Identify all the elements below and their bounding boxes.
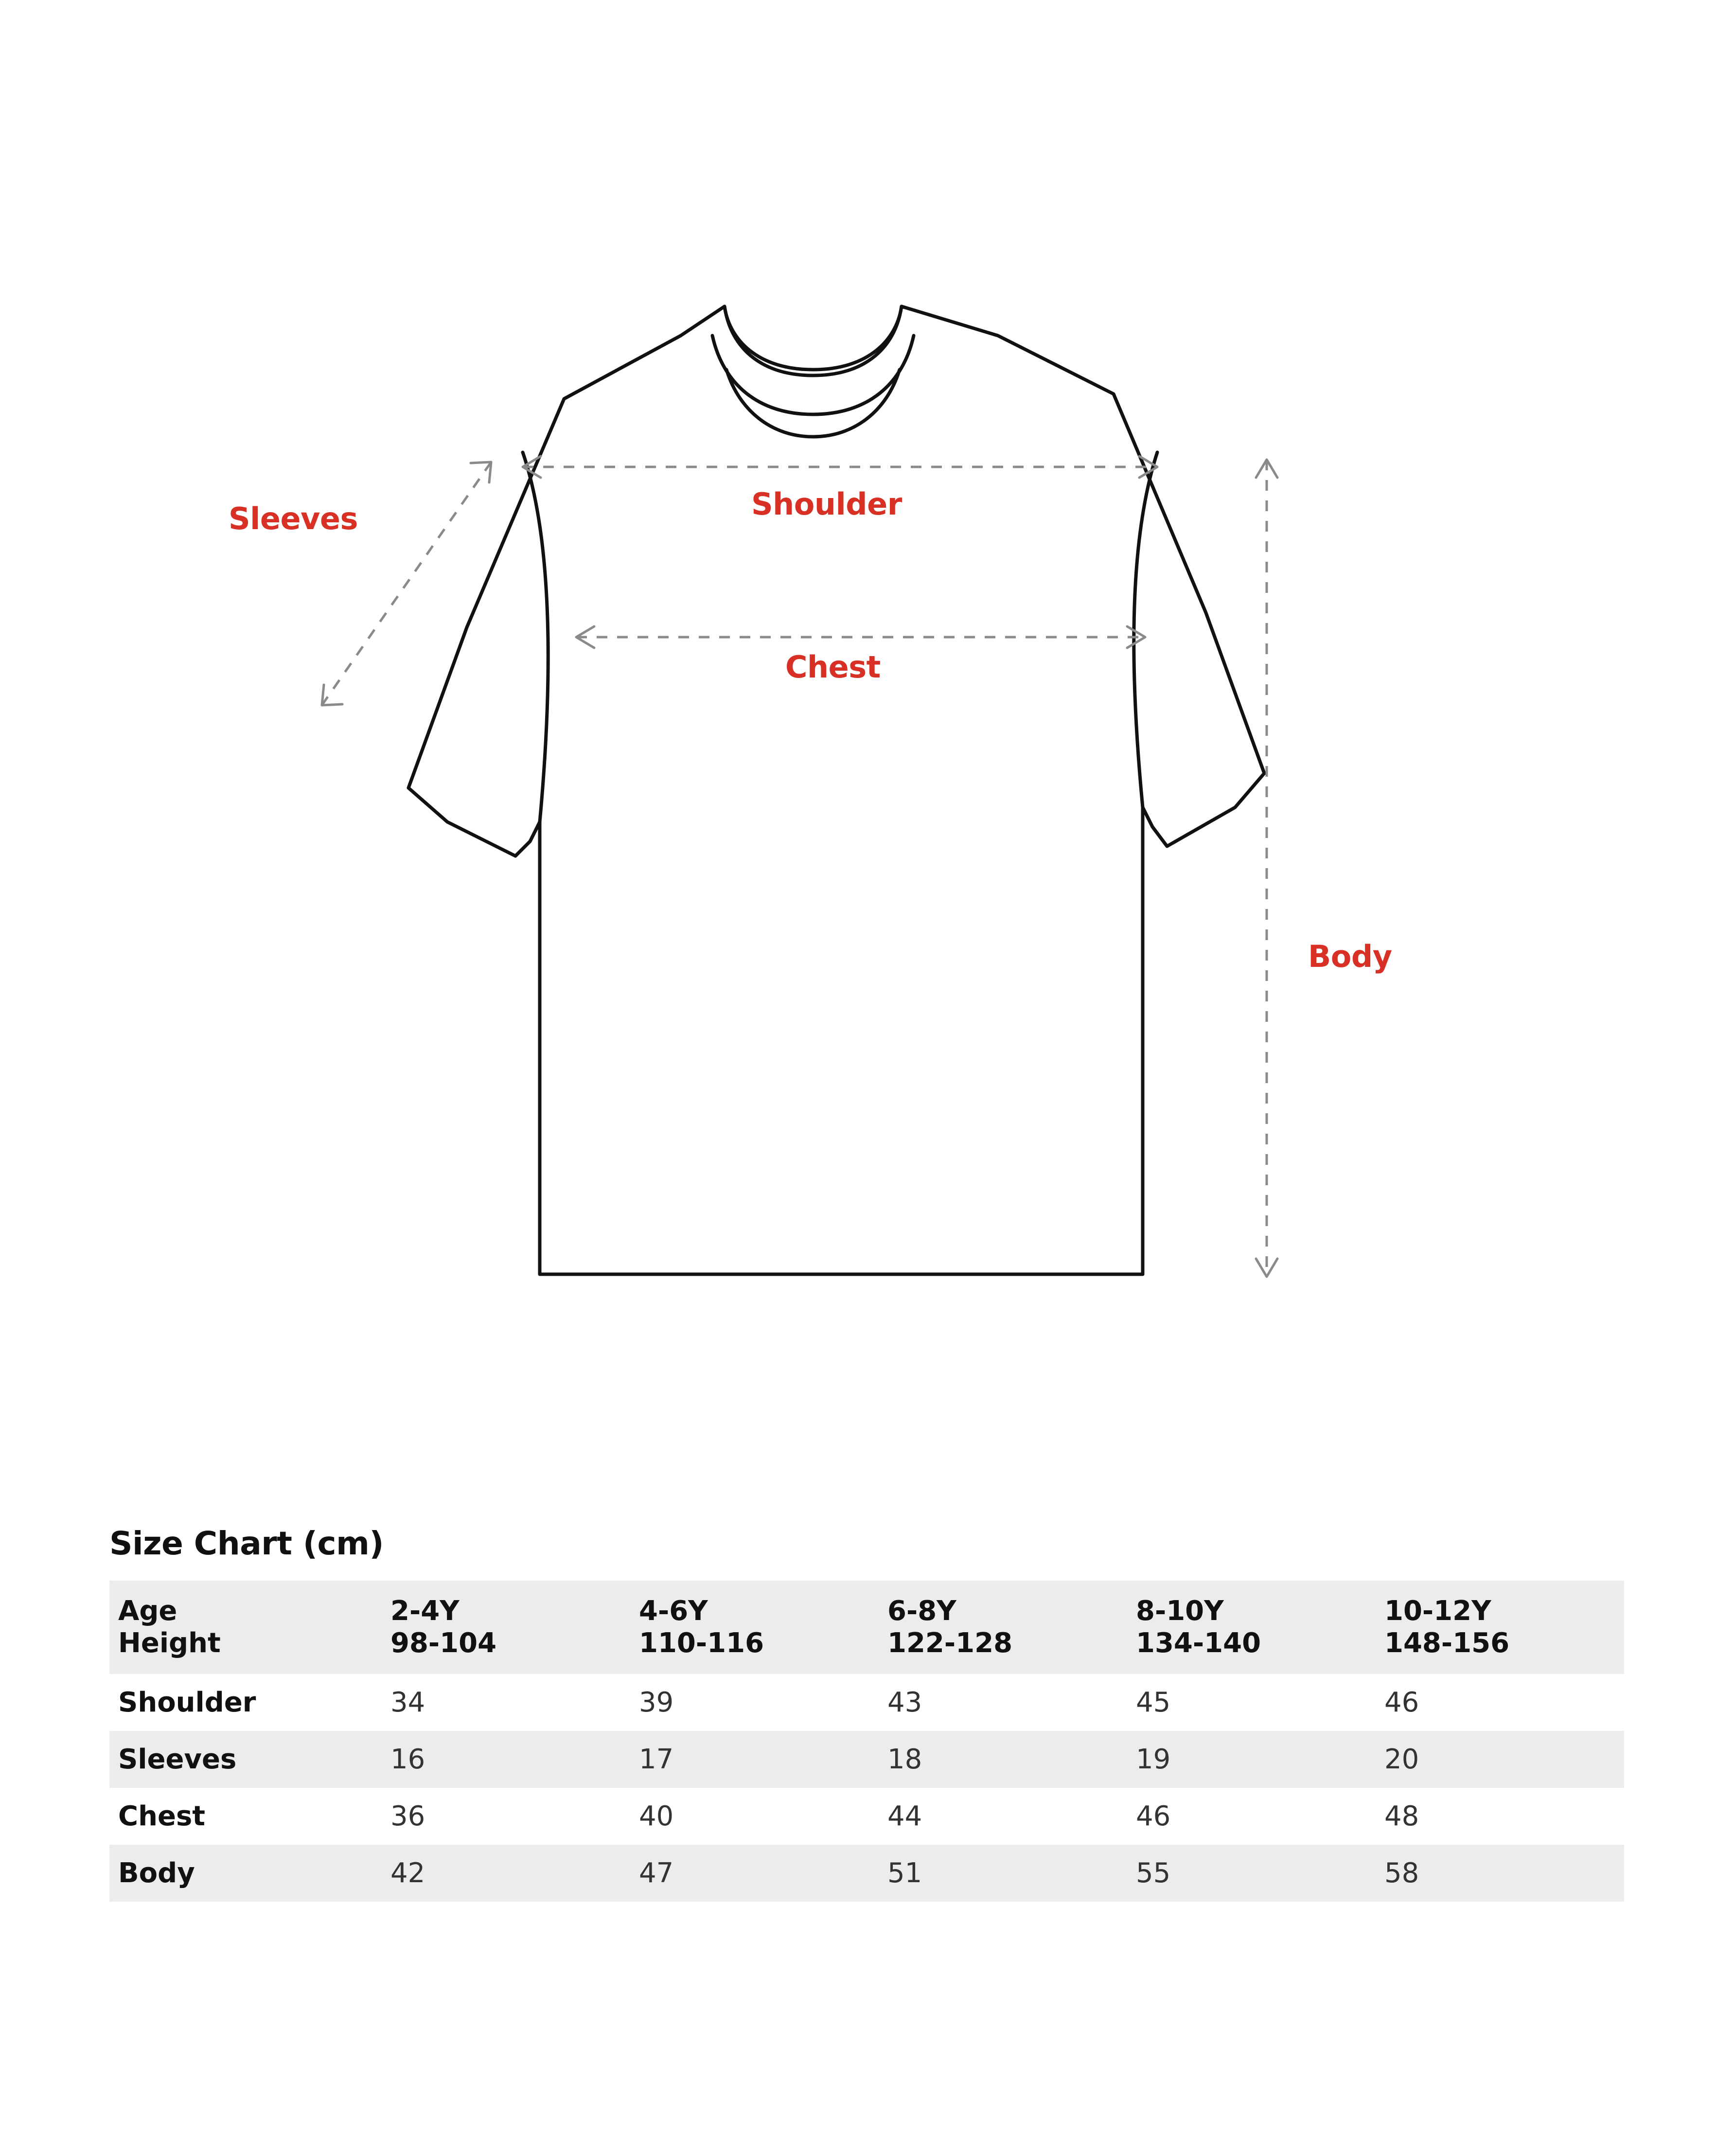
cell-shoulder-1: 34 [390, 1687, 425, 1719]
label-body: Body [1308, 939, 1392, 974]
table-row [109, 1845, 1624, 1902]
header-col-4 [1127, 1581, 1376, 1674]
size-chart-title: Size Chart (cm) [109, 1525, 384, 1562]
cell-shoulder-5: 46 [1384, 1687, 1419, 1719]
cell-body-4: 55 [1136, 1857, 1171, 1889]
header-corner-age: Age [118, 1595, 177, 1627]
header-col-2-age: 4-6Y [639, 1595, 708, 1627]
row-label-chest: Chest [118, 1800, 206, 1833]
cell-chest-3: 44 [887, 1800, 922, 1833]
cell-sleeves-5: 20 [1384, 1744, 1419, 1776]
header-col-5 [1376, 1581, 1624, 1674]
header-col-4-height: 134-140 [1136, 1627, 1261, 1659]
table-row [109, 1731, 1624, 1788]
cell-chest-2: 40 [639, 1800, 674, 1833]
cell-chest-4: 46 [1136, 1800, 1171, 1833]
table-row [109, 1674, 1624, 1731]
table-header-row [109, 1581, 1624, 1674]
cell-sleeves-2: 17 [639, 1744, 674, 1776]
header-corner [109, 1581, 382, 1674]
cell-body-2: 47 [639, 1857, 674, 1889]
sleeves-measure-line [322, 462, 491, 705]
label-chest: Chest [785, 649, 881, 685]
header-col-1-age: 2-4Y [390, 1595, 460, 1627]
label-shoulder: Shoulder [751, 486, 902, 522]
cell-body-1: 42 [390, 1857, 425, 1889]
cell-sleeves-3: 18 [887, 1744, 922, 1776]
header-col-2-height: 110-116 [639, 1627, 764, 1659]
cell-shoulder-2: 39 [639, 1687, 674, 1719]
cell-shoulder-4: 45 [1136, 1687, 1171, 1719]
cell-chest-5: 48 [1384, 1800, 1419, 1833]
header-col-3-age: 6-8Y [887, 1595, 956, 1627]
cell-body-3: 51 [887, 1857, 922, 1889]
header-col-3 [879, 1581, 1127, 1674]
cell-chest-1: 36 [390, 1800, 425, 1833]
size-chart-section [109, 1525, 1624, 1902]
header-col-4-age: 8-10Y [1136, 1595, 1224, 1627]
cell-shoulder-3: 43 [887, 1687, 922, 1719]
header-col-1-height: 98-104 [390, 1627, 497, 1659]
row-label-body: Body [118, 1857, 195, 1889]
label-sleeves: Sleeves [229, 501, 358, 536]
size-chart-table [109, 1581, 1624, 1902]
header-col-3-height: 122-128 [887, 1627, 1013, 1659]
header-col-5-height: 148-156 [1384, 1627, 1510, 1659]
header-col-1 [382, 1581, 630, 1674]
header-corner-height: Height [118, 1627, 221, 1659]
header-col-2 [630, 1581, 879, 1674]
row-label-shoulder: Shoulder [118, 1687, 256, 1719]
header-col-5-age: 10-12Y [1384, 1595, 1491, 1627]
cell-sleeves-4: 19 [1136, 1744, 1171, 1776]
cell-body-5: 58 [1384, 1857, 1419, 1889]
row-label-sleeves: Sleeves [118, 1744, 237, 1776]
tshirt-outline [408, 306, 1264, 1274]
cell-sleeves-1: 16 [390, 1744, 425, 1776]
table-row [109, 1788, 1624, 1845]
